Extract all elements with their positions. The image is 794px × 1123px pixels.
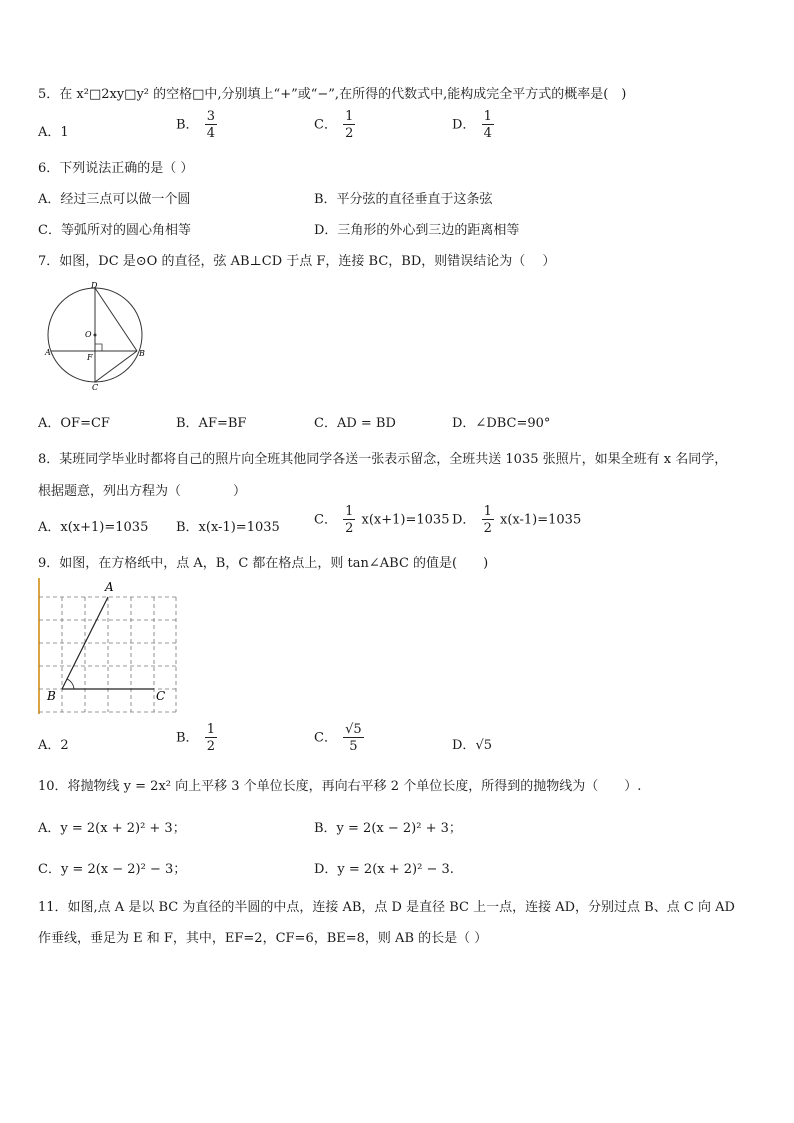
option-label: C． xyxy=(314,512,337,528)
q8-option-a: A．x(x+1)=1035 xyxy=(38,520,149,535)
q5-option-d xyxy=(452,110,496,140)
label-a: A xyxy=(45,348,51,357)
fraction xyxy=(205,723,217,753)
equation-tail: x(x+1)=1035 xyxy=(361,512,450,528)
q10-option-c: C．y = 2(x − 2)² − 3； xyxy=(38,862,187,877)
circle-diameter-figure xyxy=(38,280,158,392)
q8-option-d xyxy=(452,505,581,535)
q7-option-d: D．∠DBC=90° xyxy=(452,416,551,431)
q7-option-b: B．AF=BF xyxy=(176,416,247,431)
q6-option-d: D．三角形的外心到三边的距离相等 xyxy=(314,223,520,238)
fraction xyxy=(482,505,494,535)
fraction xyxy=(482,110,494,140)
q6-option-b: B．平分弦的直径垂直于这条弦 xyxy=(314,192,493,207)
q10-option-a: A．y = 2(x + 2)² + 3； xyxy=(38,821,186,836)
q7-stem: 7．如图，DC 是⊙O 的直径，弦 AB⊥CD 于点 F，连接 BC，BD，则错误结论为（ ） xyxy=(38,254,556,269)
numerator: 1 xyxy=(483,109,492,124)
q9-option-b xyxy=(176,723,219,753)
q6-option-a: A．经过三点可以做一个圆 xyxy=(38,192,191,207)
label-c: C xyxy=(92,383,99,392)
q11-stem-line2: 作垂线，垂足为 E 和 F，其中，EF=2，CF=6，BE=8，则 AB 的长是（ ） xyxy=(38,931,488,946)
fraction xyxy=(343,505,355,535)
denominator: 4 xyxy=(483,126,492,141)
q5-option-b xyxy=(176,110,219,140)
numerator: 3 xyxy=(206,109,215,124)
q10-option-b: B．y = 2(x − 2)² + 3； xyxy=(314,821,462,836)
q6-stem: 6．下列说法正确的是（ ） xyxy=(38,161,194,176)
label-b: B xyxy=(47,689,56,703)
q9-option-c xyxy=(314,723,366,753)
q5-stem: 5．在 x²□2xy□y² 的空格□中,分别填上“+”或“−”,在所得的代数式中,能构成完全平方式的概率是( ) xyxy=(38,87,627,102)
q7-option-a: A．OF=CF xyxy=(38,416,110,431)
label-f: F xyxy=(87,353,93,362)
equation-tail: x(x-1)=1035 xyxy=(500,512,582,528)
denominator: 2 xyxy=(345,126,354,141)
label-o: O xyxy=(85,330,92,339)
label-c: C xyxy=(156,689,166,703)
numerator: √5 xyxy=(345,722,362,737)
q5-option-a: A．1 xyxy=(38,125,69,140)
q8-option-b: B．x(x-1)=1035 xyxy=(176,520,280,535)
q8-option-c xyxy=(314,505,449,535)
q5-option-c xyxy=(314,110,357,140)
numerator: 1 xyxy=(345,504,354,519)
denominator: 2 xyxy=(483,521,492,536)
grid-figure xyxy=(36,578,186,716)
denominator: 5 xyxy=(349,739,358,754)
sqrt-value: √5 xyxy=(475,738,492,753)
fraction xyxy=(205,110,217,140)
denominator: 4 xyxy=(206,126,215,141)
numerator: 1 xyxy=(345,109,354,124)
option-label: B． xyxy=(176,730,199,746)
label-a: A xyxy=(105,580,114,594)
q6-option-c: C．等弧所对的圆心角相等 xyxy=(38,223,191,238)
q8-stem-line1: 8．某班同学毕业时都将自己的照片向全班其他同学各送一张表示留念，全班共送 1035 张照片，如果全班有 x 名同学， xyxy=(38,452,728,467)
q10-stem: 10．将抛物线 y = 2x² 向上平移 3 个单位长度，再向右平移 2 个单位长度，所得到的抛物线为（ ）. xyxy=(38,779,642,794)
numerator: 1 xyxy=(483,504,492,519)
option-label: C． xyxy=(314,117,337,133)
label-d: D xyxy=(91,281,98,290)
q9-option-d xyxy=(452,734,492,753)
q9-stem: 9．如图，在方格纸中，点 A，B，C 都在格点上，则 tan∠ABC 的值是( ) xyxy=(38,556,489,571)
denominator: 2 xyxy=(345,521,354,536)
fraction xyxy=(343,110,355,140)
option-label: D． xyxy=(452,512,476,528)
denominator: 2 xyxy=(206,739,215,754)
label-b: B xyxy=(139,349,145,358)
q11-stem-line1: 11．如图,点 A 是以 BC 为直径的半圆的中点，连接 AB，点 D 是直径 BC 上一点，连接 AD，分别过点 B、点 C 向 AD xyxy=(38,900,735,915)
q10-option-d: D．y = 2(x + 2)² − 3. xyxy=(314,862,454,877)
fraction xyxy=(343,723,364,753)
option-label: D． xyxy=(452,117,476,133)
q9-option-a: A．2 xyxy=(38,738,69,753)
numerator: 1 xyxy=(206,722,215,737)
q8-stem-line2: 根据题意，列出方程为（ ） xyxy=(38,484,247,499)
option-label: B． xyxy=(176,117,199,133)
q7-option-c: C．AD = BD xyxy=(314,416,396,431)
option-label: C． xyxy=(314,730,337,746)
option-label: D． xyxy=(452,738,476,753)
